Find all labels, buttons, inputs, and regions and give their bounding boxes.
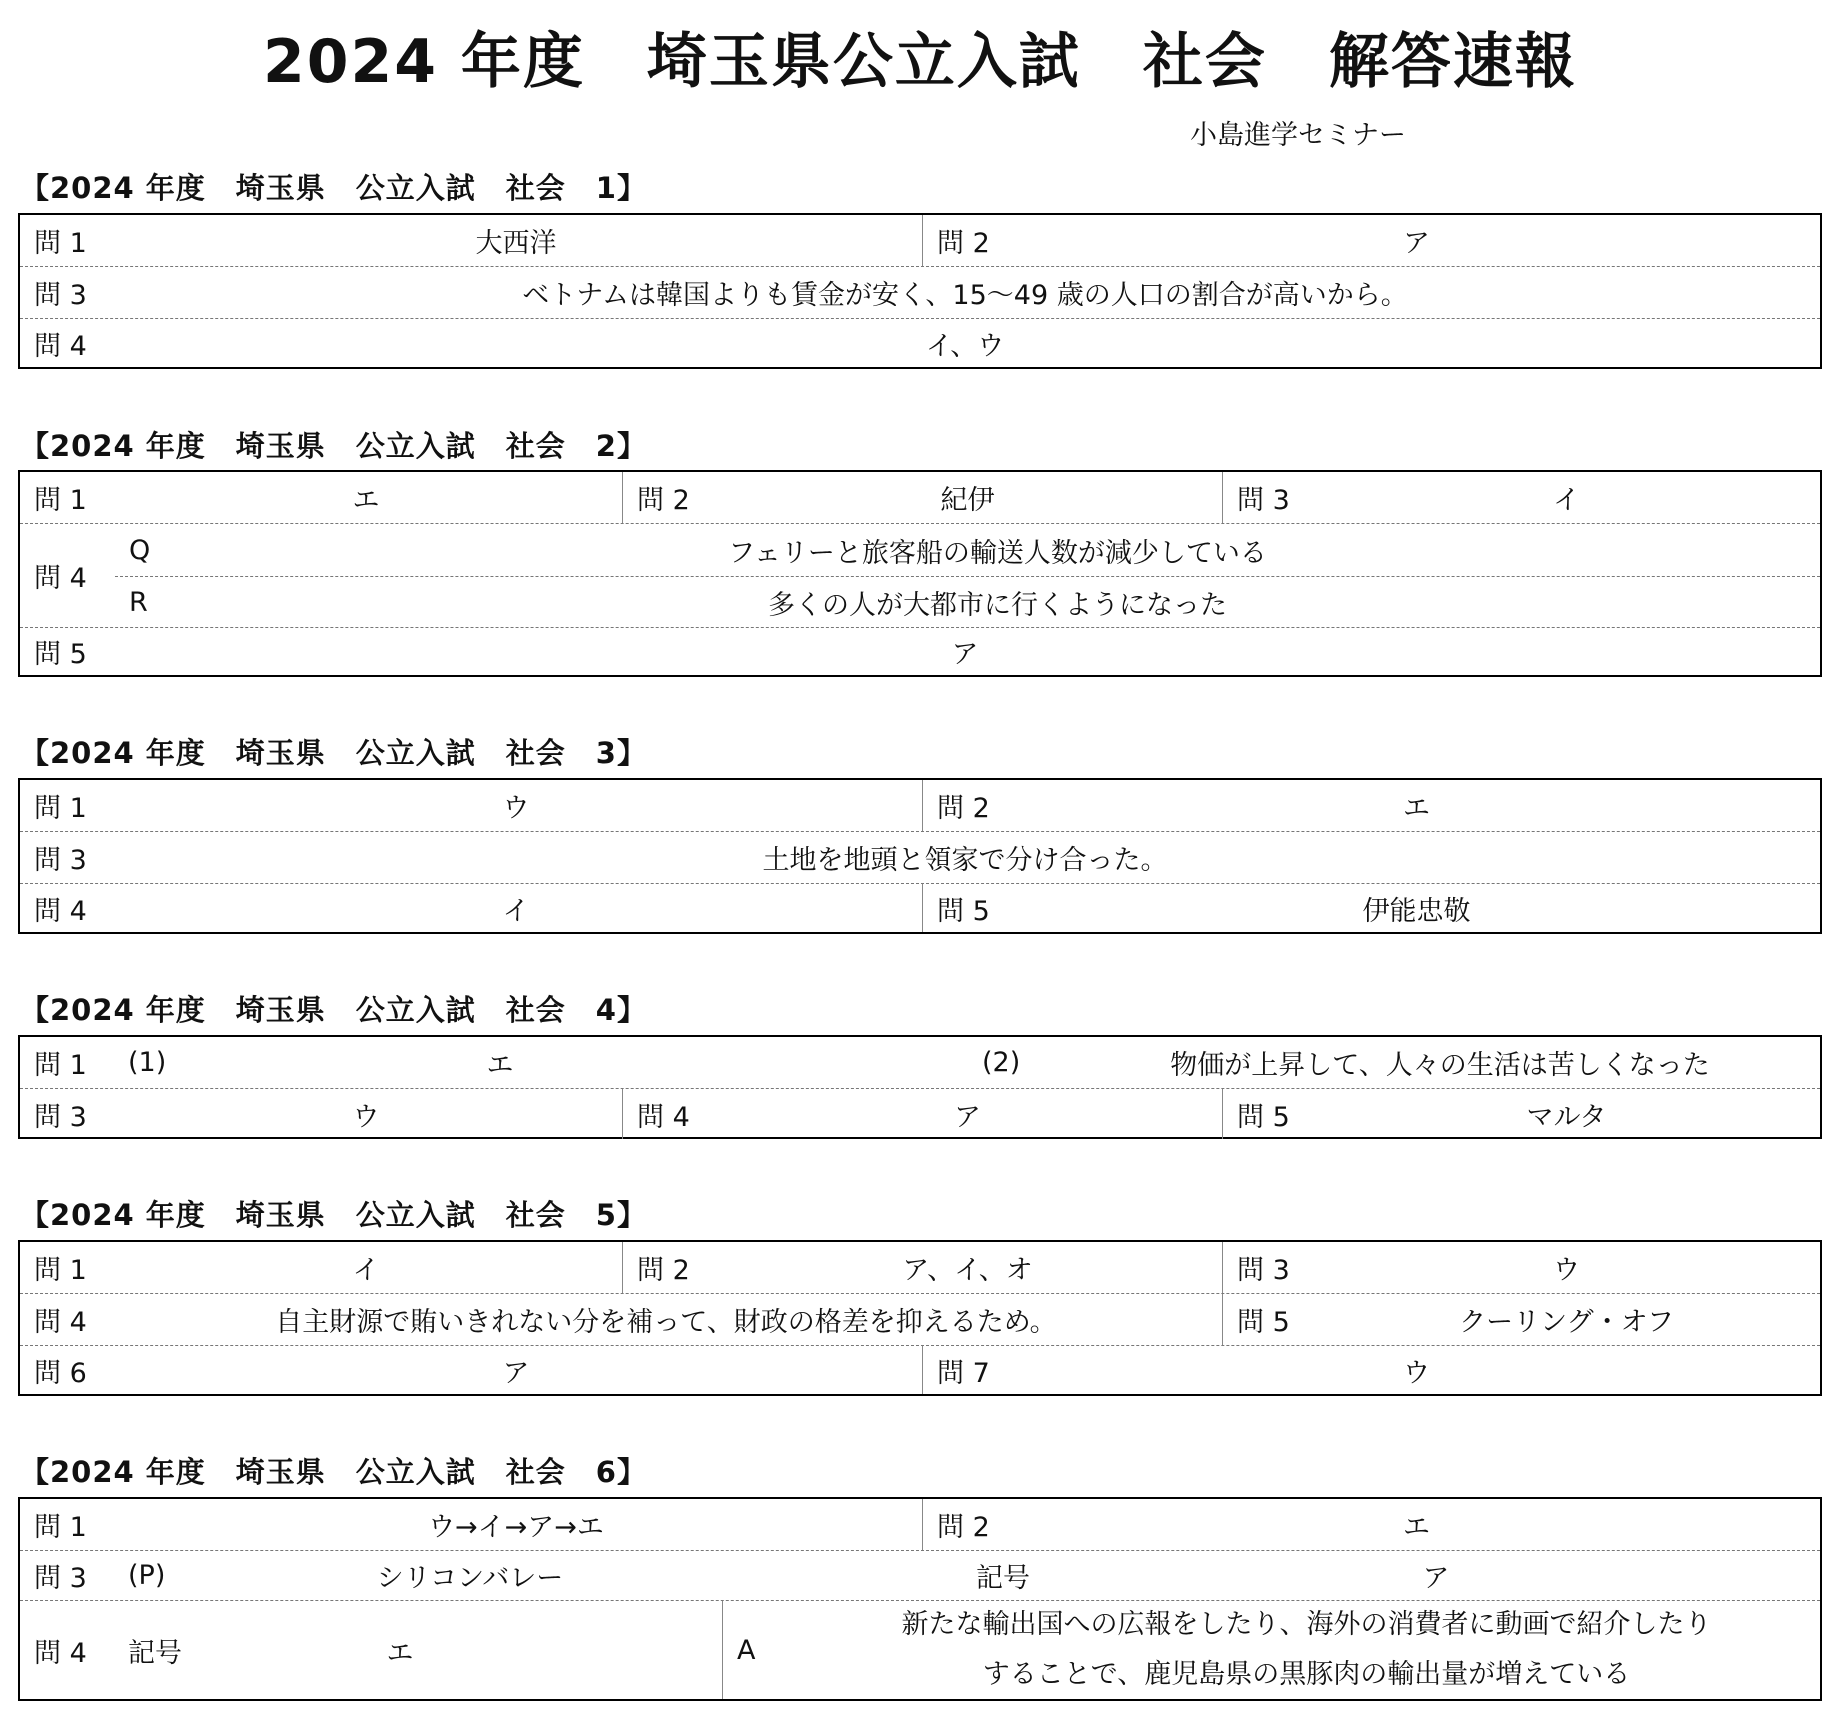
question-label: 問 3	[34, 1563, 87, 1594]
question-label: 問 1	[34, 1512, 87, 1543]
question-label: 問 4	[34, 1637, 87, 1669]
answer-text: フェリーと旅客船の輸送人数が減少している	[728, 537, 1267, 569]
answer-cell	[1222, 1089, 1820, 1139]
answer-text: イ	[1553, 485, 1580, 516]
question-label: 問 4	[34, 563, 87, 594]
answer-text: ウ	[352, 1101, 380, 1133]
answer-cell	[962, 1551, 1820, 1600]
answer-text: ア	[502, 1357, 530, 1389]
question-label: 問 5	[34, 639, 87, 670]
answer-text: エ	[486, 1050, 514, 1081]
answer-text: シリコンバレー	[376, 1563, 564, 1594]
table-row	[20, 627, 1820, 675]
table-row	[20, 1293, 1820, 1345]
answer-cell	[622, 1242, 1222, 1293]
question-label: 問 1	[34, 228, 87, 259]
question-label: 問 1	[34, 1050, 87, 1081]
question-label: 問 2	[937, 228, 990, 259]
answer-cell	[20, 1499, 922, 1550]
table-row	[20, 318, 1820, 367]
answer-text: 自主財源で賄いきれない分を補って、財政の格差を抑えるため。	[275, 1307, 1057, 1338]
answer-cell	[20, 215, 922, 266]
question-label: 問 1	[34, 485, 87, 516]
answer-text: マルタ	[1526, 1101, 1607, 1133]
answer-text: エ	[1403, 1512, 1430, 1543]
answer-cell	[922, 1499, 1820, 1550]
section-5-heading: 【2024 年度 埼玉県 公立入試 社会 5】	[20, 1198, 647, 1232]
answer-line: 新たな輸出国への広報をしたり、海外の消費者に動画で紹介したり	[901, 1609, 1712, 1640]
answer-cell	[1222, 1242, 1820, 1293]
sub-row-q	[115, 524, 1820, 576]
question-label: 問 5	[937, 895, 990, 927]
answer-text: ウ	[1553, 1255, 1580, 1286]
answer-cell	[20, 1346, 922, 1394]
answer-cell	[922, 215, 1820, 266]
section-1-heading: 【2024 年度 埼玉県 公立入試 社会 1】	[20, 171, 647, 205]
answer-cell	[922, 1346, 1820, 1394]
answer-text: ウ	[1403, 1357, 1430, 1389]
answer-cell	[622, 1089, 1222, 1139]
section-4-heading: 【2024 年度 埼玉県 公立入試 社会 4】	[20, 993, 647, 1027]
section-4-answer-table	[18, 1035, 1822, 1139]
question-label: 問 6	[34, 1357, 87, 1389]
answer-text: エ	[386, 1637, 414, 1669]
answer-text: ア、イ、オ	[902, 1255, 1033, 1286]
answer-cell	[722, 1601, 1820, 1699]
question-label: 問 2	[637, 485, 690, 516]
answer-text: 多くの人が大都市に行くようになった	[768, 589, 1227, 621]
answer-text: ウ	[502, 793, 530, 824]
answer-text: 紀伊	[940, 485, 995, 516]
answer-line: することで、鹿児島県の黒豚肉の輸出量が増えている	[982, 1659, 1631, 1690]
sub-label: (P)	[128, 1560, 166, 1591]
question-label: 問 4	[637, 1101, 690, 1133]
question-label: 問 4	[34, 895, 87, 927]
answer-text: エ	[352, 485, 380, 516]
question-label: 問 2	[937, 1512, 990, 1543]
section-1-answer-table	[18, 213, 1822, 369]
answer-text: イ、ウ	[925, 330, 1005, 362]
answer-cell	[20, 1601, 722, 1699]
answer-cell	[1222, 1294, 1820, 1345]
section-3-answer-table	[18, 778, 1822, 934]
section-2-answer-table	[18, 470, 1822, 677]
answer-cell	[1222, 472, 1820, 523]
answer-cell	[20, 472, 622, 523]
code-label: 記号	[128, 1637, 182, 1669]
answer-text: ア	[954, 1101, 981, 1133]
table-row	[20, 266, 1820, 318]
table-row	[20, 1550, 1820, 1600]
table-row	[20, 215, 1820, 266]
answer-cell	[622, 472, 1222, 523]
answer-cell	[20, 884, 922, 932]
table-row	[20, 831, 1820, 883]
answer-text	[793, 1601, 1820, 1699]
answer-cell	[922, 780, 1820, 831]
table-row	[20, 883, 1820, 932]
question-label: 問 3	[1237, 1255, 1290, 1286]
answer-text: クーリング・オフ	[1459, 1307, 1674, 1338]
table-row	[20, 1600, 1820, 1699]
question-label: 問 5	[1237, 1307, 1290, 1338]
section-2-heading: 【2024 年度 埼玉県 公立入試 社会 2】	[20, 429, 647, 463]
table-row	[20, 472, 1820, 523]
question-label: 問 1	[34, 793, 87, 824]
answer-cell	[20, 780, 922, 831]
answer-cell	[20, 1294, 1222, 1345]
sub-label: (1)	[128, 1047, 167, 1078]
sub-label: Q	[129, 534, 151, 566]
answer-text: 伊能忠敬	[1362, 895, 1471, 927]
question-label: 問 3	[34, 845, 87, 876]
table-row	[20, 1088, 1820, 1139]
question-label: 問 3	[1237, 485, 1290, 516]
table-row	[20, 1499, 1820, 1550]
code-label: 記号	[976, 1563, 1030, 1594]
answer-text: ア	[1403, 228, 1430, 259]
table-row	[20, 523, 1820, 627]
question-label: 問 3	[34, 280, 87, 311]
answer-text: ベトナムは韓国よりも賃金が安く、15～49 歳の人口の割合が高いから。	[522, 280, 1408, 311]
table-row	[20, 780, 1820, 831]
answer-text: エ	[1403, 793, 1430, 824]
answer-cell	[20, 1089, 622, 1139]
section-6-heading: 【2024 年度 埼玉県 公立入試 社会 6】	[20, 1455, 647, 1489]
answer-cell	[20, 1551, 962, 1600]
author-name: 小島進学セミナー	[1190, 120, 1406, 151]
answer-text: ア	[951, 639, 979, 670]
section-3-heading: 【2024 年度 埼玉県 公立入試 社会 3】	[20, 736, 647, 770]
answer-text: ア	[1422, 1563, 1450, 1594]
answer-cell	[922, 884, 1820, 932]
sub-label: A	[737, 1634, 756, 1666]
answer-text: 大西洋	[475, 228, 557, 259]
question-label: 問 5	[1237, 1101, 1290, 1133]
answer-cell	[20, 1242, 622, 1293]
answer-text: イ	[502, 895, 530, 927]
table-row	[20, 1037, 1820, 1088]
question-label: 問 4	[34, 330, 87, 362]
section-5-answer-table	[18, 1240, 1822, 1396]
answer-text: 土地を地頭と領家で分け合った。	[762, 845, 1168, 876]
table-row	[20, 1345, 1820, 1394]
answer-text: イ	[352, 1255, 380, 1286]
question-label: 問 7	[937, 1357, 990, 1389]
question-label: 問 3	[34, 1101, 87, 1133]
page-title: 2024 年度 埼玉県公立入試 社会 解答速報	[263, 27, 1577, 97]
question-label: 問 2	[937, 793, 990, 824]
question-label: 問 1	[34, 1255, 87, 1286]
section-6-answer-table	[18, 1497, 1822, 1701]
sub-label: (2)	[982, 1047, 1021, 1078]
answer-text: 物価が上昇して、人々の生活は苦しくなった	[1170, 1050, 1710, 1081]
sub-row-r	[115, 576, 1820, 628]
sub-label: R	[129, 586, 148, 618]
question-label: 問 2	[637, 1255, 690, 1286]
question-label: 問 4	[34, 1307, 87, 1338]
answer-text: ウ→イ→ア→エ	[428, 1512, 604, 1543]
table-row	[20, 1242, 1820, 1293]
